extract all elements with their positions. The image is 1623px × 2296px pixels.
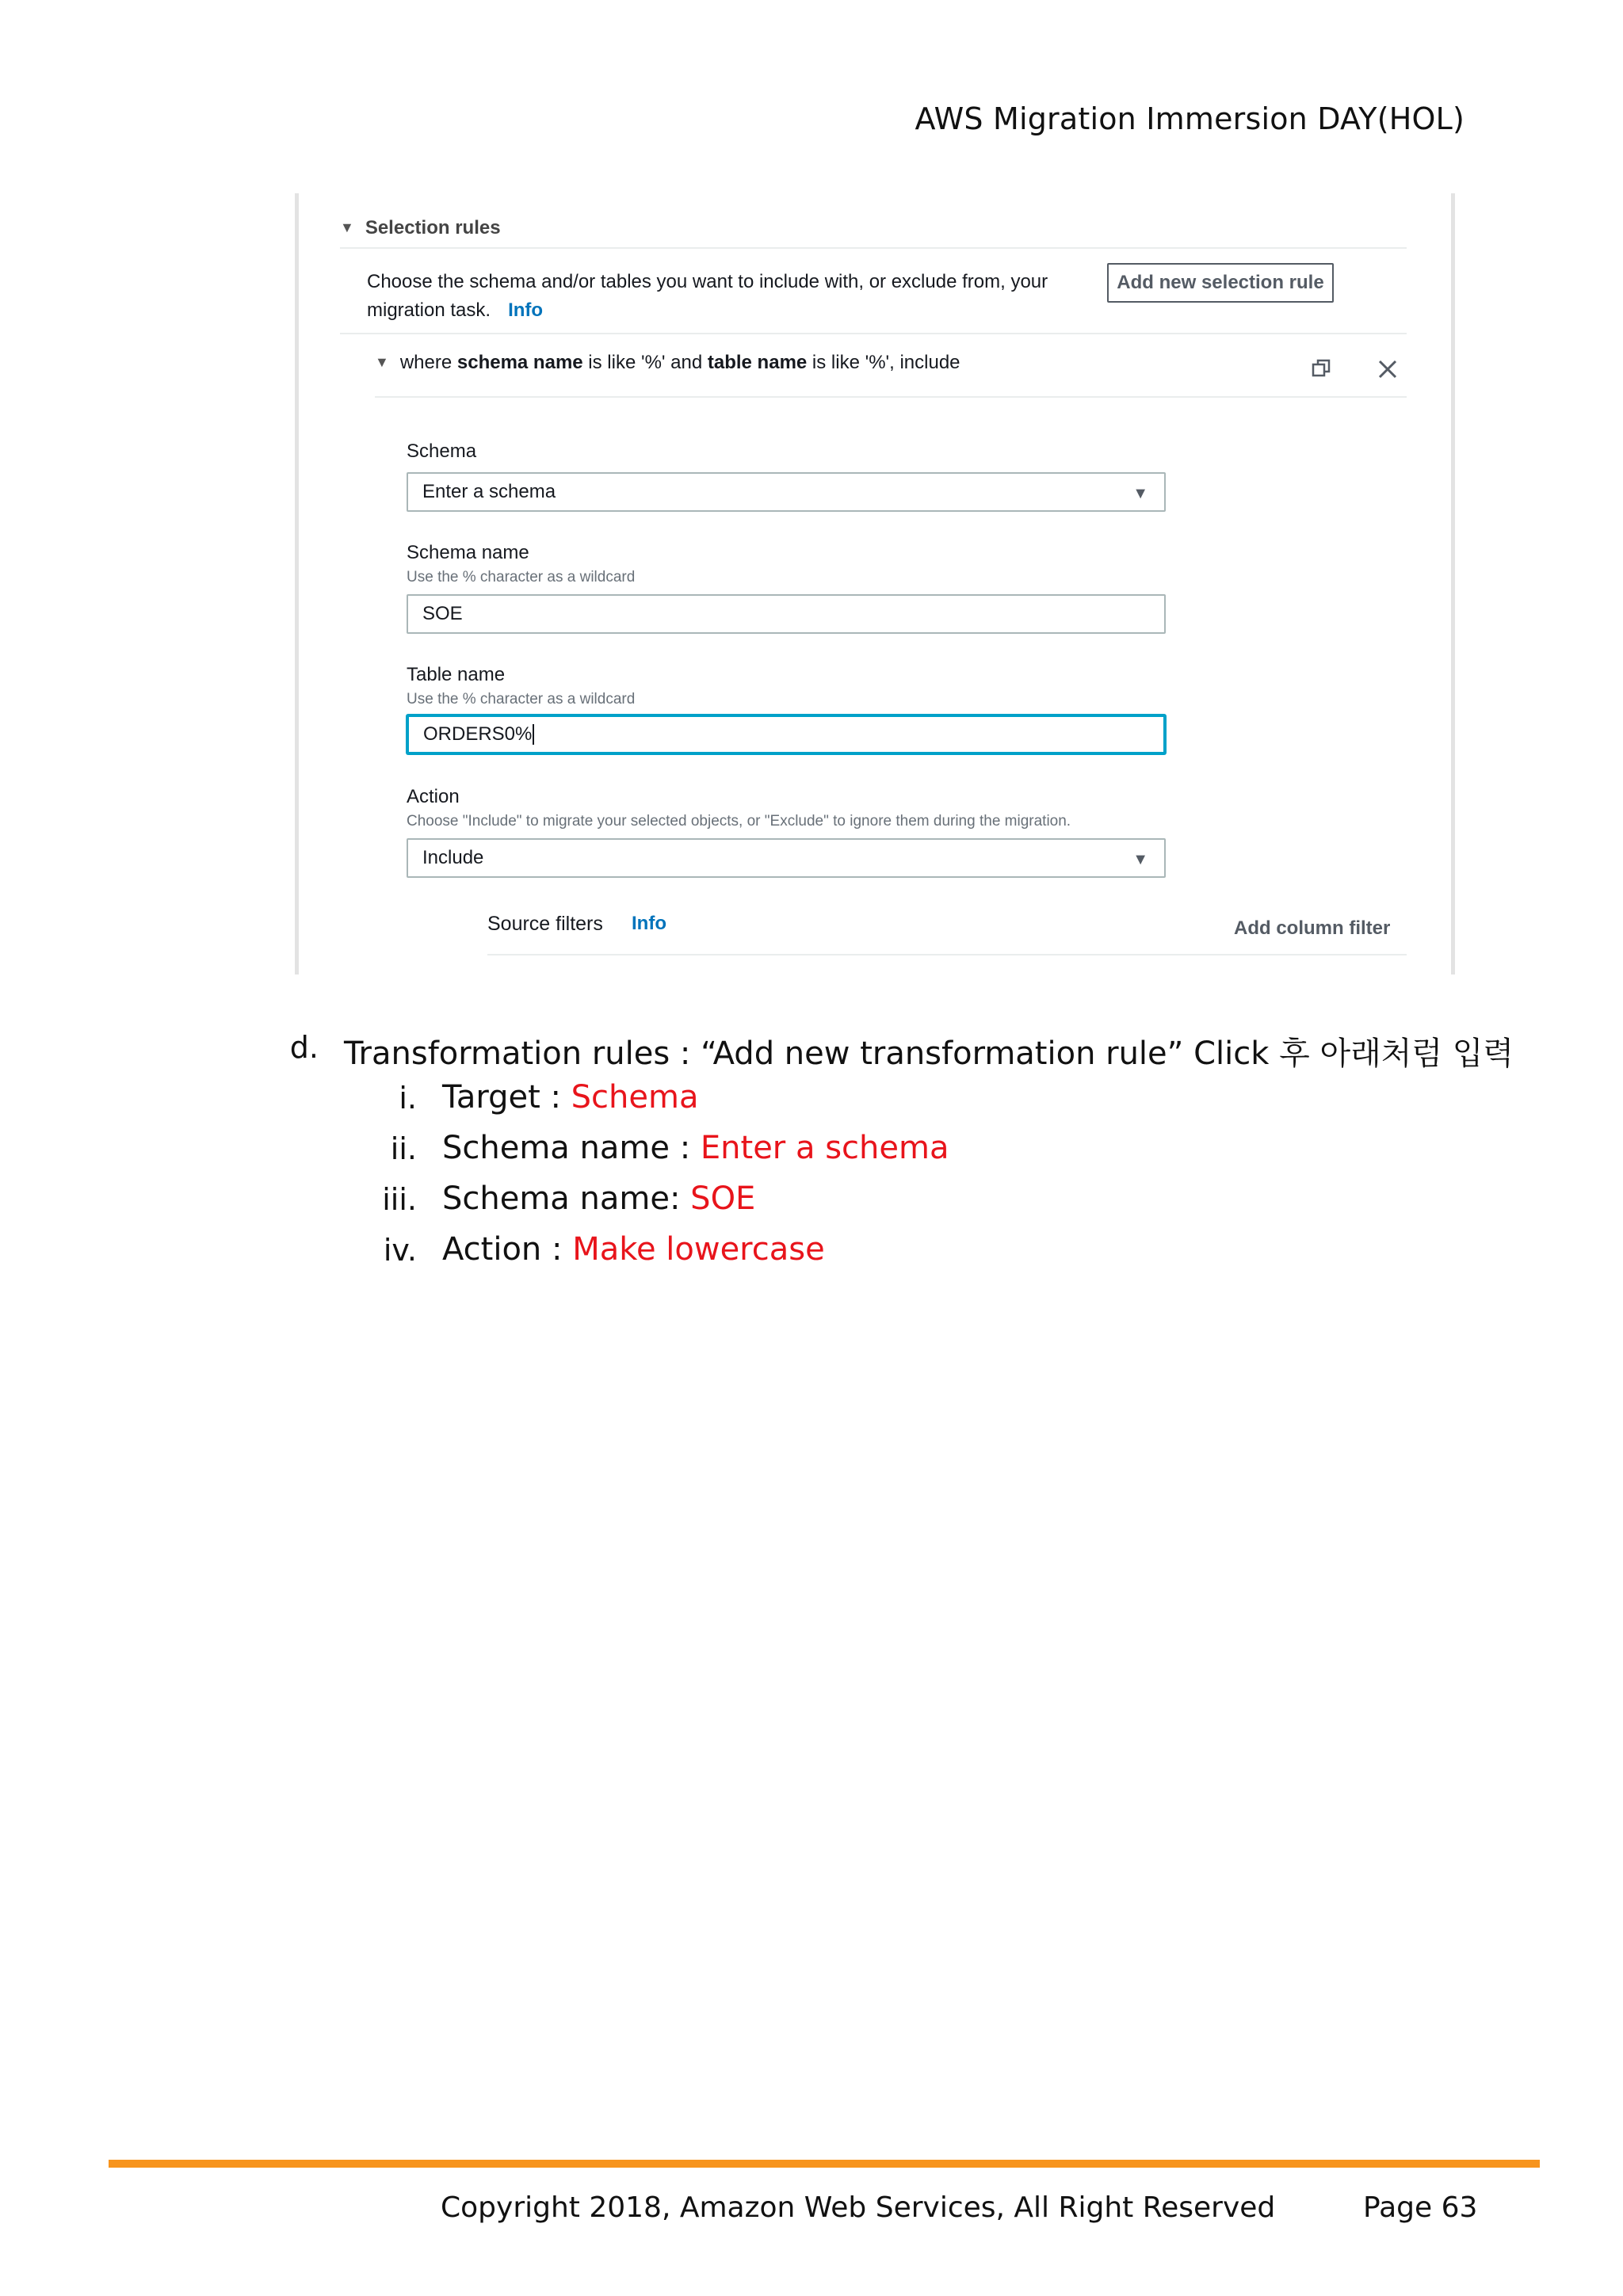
- step-schema-name: [442, 1130, 949, 1166]
- step-schema-name-soe: [442, 1180, 755, 1217]
- step-label: Target :: [442, 1079, 571, 1116]
- collapse-triangle-icon: ▼: [340, 219, 354, 235]
- step-target: [442, 1079, 698, 1116]
- transformation-rules-instruction: Transformation rules : “Add new transformation rule” Click 후 아래처럼 입력: [344, 1035, 1514, 1072]
- step-value: Make lowercase: [572, 1231, 825, 1268]
- copy-icon[interactable]: [1312, 358, 1332, 379]
- footer-divider: [109, 2160, 1540, 2168]
- document-header-title: AWS Migration Immersion DAY(HOL): [915, 101, 1465, 136]
- action-select-value: Include: [422, 847, 484, 868]
- expand-triangle-icon: ▼: [375, 354, 389, 370]
- table-name-hint: Use the % character as a wildcard: [407, 691, 636, 707]
- info-link[interactable]: Info: [508, 299, 544, 321]
- action-hint: Choose "Include" to migrate your selected objects, or "Exclude" to ignore them during the migration.: [407, 813, 1071, 830]
- rule-summary-prefix: where: [399, 352, 457, 373]
- list-marker: ii.: [390, 1131, 417, 1166]
- add-new-selection-rule-button[interactable]: Add new selection rule: [1107, 263, 1334, 303]
- add-column-filter-button[interactable]: Add column filter: [1234, 917, 1391, 939]
- step-value: SOE: [690, 1180, 756, 1217]
- divider: [340, 333, 1407, 334]
- list-marker: iv.: [383, 1233, 417, 1268]
- schema-label: Schema: [407, 441, 477, 462]
- list-marker: iii.: [382, 1182, 417, 1217]
- action-label: Action: [407, 786, 460, 807]
- schema-select[interactable]: [407, 472, 1166, 512]
- schema-name-hint: Use the % character as a wildcard: [407, 569, 636, 585]
- list-marker-d: d.: [289, 1030, 319, 1065]
- rule-summary-table: table name: [707, 352, 808, 373]
- selection-rules-title: Selection rules: [365, 217, 501, 238]
- table-name-label: Table name: [407, 664, 506, 685]
- step-value: Schema: [571, 1079, 699, 1116]
- divider: [375, 396, 1407, 398]
- action-select[interactable]: [407, 838, 1166, 878]
- rule-summary-table-rest: is like '%', include: [807, 352, 960, 373]
- description-text: Choose the schema and/or tables you want to include with, or exclude from, your migration task.: [367, 271, 1048, 321]
- source-filters-info-link[interactable]: Info: [632, 913, 666, 934]
- step-label: Schema name :: [442, 1130, 701, 1166]
- rule-summary-schema-rest: is like '%' and: [582, 352, 708, 373]
- selection-rules-header[interactable]: [340, 217, 501, 239]
- schema-name-label: Schema name: [407, 542, 529, 563]
- table-name-value: ORDERS0%: [423, 723, 533, 745]
- table-name-input[interactable]: [407, 715, 1166, 754]
- step-value: Enter a schema: [700, 1130, 949, 1166]
- rule-summary[interactable]: [375, 352, 960, 374]
- divider: [487, 954, 1407, 955]
- page-number: Page 63: [1363, 2191, 1478, 2224]
- dropdown-arrow-icon: ▼: [1132, 851, 1148, 868]
- dropdown-arrow-icon: ▼: [1132, 485, 1148, 502]
- rule-summary-schema: schema name: [456, 352, 583, 373]
- list-marker: i.: [399, 1081, 417, 1116]
- step-action: [442, 1231, 825, 1268]
- source-filters-label: Source filters: [487, 913, 603, 935]
- schema-name-input[interactable]: [407, 594, 1166, 634]
- schema-name-value: SOE: [422, 603, 463, 624]
- divider: [340, 247, 1407, 249]
- selection-rules-screenshot: [295, 193, 1455, 974]
- close-icon[interactable]: [1377, 358, 1399, 380]
- step-label: Action :: [442, 1231, 573, 1268]
- text-cursor: [533, 724, 534, 745]
- schema-select-value: Enter a schema: [422, 481, 556, 502]
- footer-copyright: Copyright 2018, Amazon Web Services, All Right Reserved: [441, 2191, 1276, 2224]
- step-label: Schema name:: [442, 1180, 691, 1217]
- selection-rules-description: [367, 268, 1104, 325]
